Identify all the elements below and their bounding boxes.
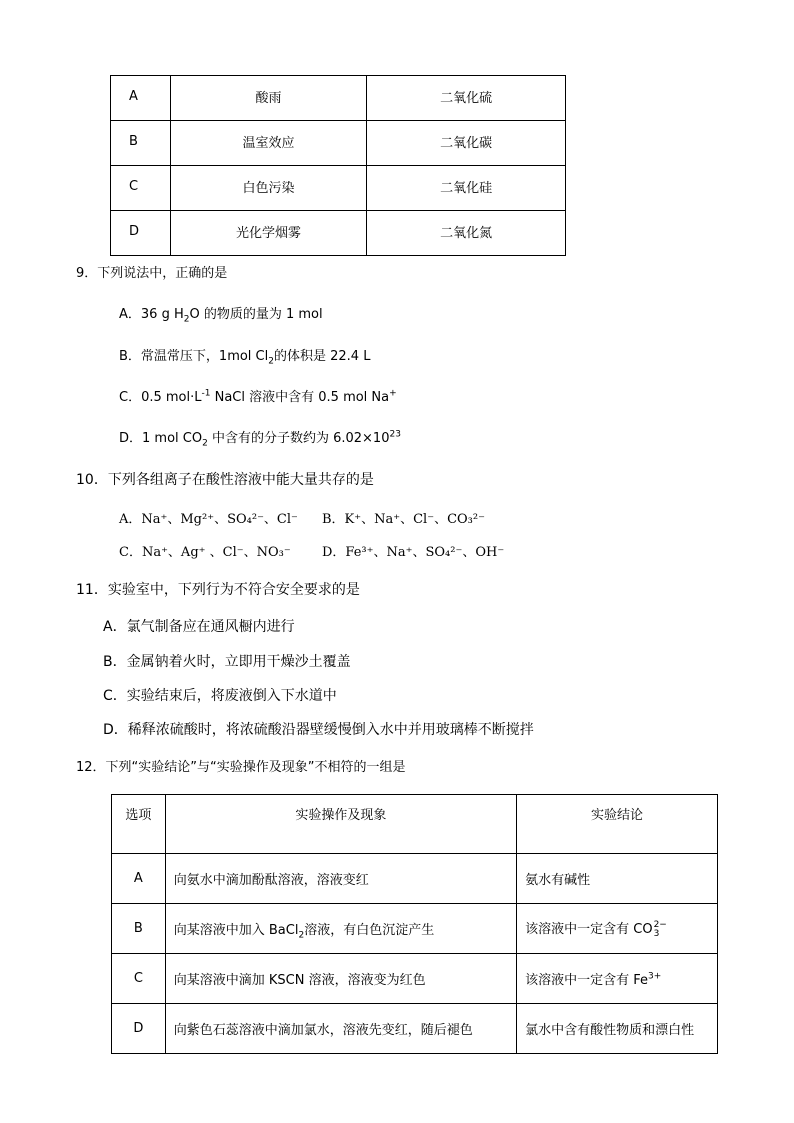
question-11-option-b: B．金属钠着火时，立即用干燥沙土覆盖	[103, 654, 351, 670]
table-row	[111, 166, 566, 211]
row-phenomenon: 酸雨	[170, 76, 367, 121]
row-conclusion: 氨水有碱性	[517, 854, 718, 904]
row-letter: A	[111, 76, 171, 121]
row-phenomenon: 光化学烟雾	[170, 211, 367, 256]
row-cause: 二氧化硫	[367, 76, 566, 121]
question-10-option-d: D．Fe³⁺、Na⁺、SO₄²⁻、OH⁻	[322, 545, 505, 560]
question-10-stem: 10．下列各组离子在酸性溶液中能大量共存的是	[76, 472, 374, 488]
table-row	[111, 76, 566, 121]
question-12-stem: 12．下列“实验结论”与“实验操作及现象”不相符的一组是	[76, 760, 406, 775]
row-letter: D	[111, 211, 171, 256]
question-11-option-c: C．实验结束后，将废液倒入下水道中	[103, 688, 337, 704]
pollution-table	[110, 75, 566, 256]
row-option: D	[112, 1004, 166, 1054]
table-row	[112, 954, 718, 1004]
question-10-option-a: A．Na⁺、Mg²⁺、SO₄²⁻、Cl⁻	[119, 512, 298, 527]
question-10-option-c: C．Na⁺、Ag⁺ 、Cl⁻、NO₃⁻	[119, 545, 291, 560]
question-11-stem: 11．实验室中，下列行为不符合安全要求的是	[76, 582, 360, 598]
row-letter: C	[111, 166, 171, 211]
row-conclusion: 该溶液中一定含有 CO 2− 3	[517, 904, 718, 954]
row-letter: B	[111, 121, 171, 166]
header-conclusion: 实验结论	[517, 795, 718, 854]
row-cause: 二氧化硅	[367, 166, 566, 211]
question-9-stem: 9．下列说法中，正确的是	[76, 266, 228, 281]
question-11-option-a: A．氯气制备应在通风橱内进行	[103, 619, 295, 635]
row-operation: 向某溶液中滴加 KSCN 溶液，溶液变为红色	[165, 954, 516, 1004]
row-option: C	[112, 954, 166, 1004]
row-cause: 二氧化碳	[367, 121, 566, 166]
row-option: A	[112, 854, 166, 904]
row-conclusion: 该溶液中一定含有 $Fe^{3+}$	[517, 954, 718, 1004]
row-phenomenon: 温室效应	[170, 121, 367, 166]
question-10-option-b: B．K⁺、Na⁺、Cl⁻、CO₃²⁻	[322, 512, 485, 527]
row-cause: 二氧化氮	[367, 211, 566, 256]
question-9-option-a: A．36 g $H_2O$ 的物质的量为 1 mol	[119, 307, 323, 325]
row-operation: 向氨水中滴加酚酞溶液，溶液变红	[165, 854, 516, 904]
question-11-option-d: D．稀释浓硫酸时，将浓硫酸沿器壁缓慢倒入水中并用玻璃棒不断搅拌	[103, 722, 534, 738]
table-header-row	[112, 795, 718, 854]
table-row	[112, 854, 718, 904]
row-phenomenon: 白色污染	[170, 166, 367, 211]
table-row	[111, 211, 566, 256]
header-operation: 实验操作及现象	[165, 795, 516, 854]
table-row	[111, 121, 566, 166]
header-option: 选项	[112, 795, 166, 854]
table-row	[112, 904, 718, 954]
row-operation: 向某溶液中加入 BaCl$_2$溶液，有白色沉淀产生	[165, 904, 516, 954]
question-9-option-d: D．1 mol $CO_2$ 中含有的分子数约为 $6.02\times 10^{23}$	[119, 429, 401, 449]
row-option: B	[112, 904, 166, 954]
question-9-option-b: B．常温常压下，1mol $Cl_2$的体积是 22.4 L	[119, 349, 371, 367]
row-conclusion: 氯水中含有酸性物质和漂白性	[517, 1004, 718, 1054]
row-operation: 向紫色石蕊溶液中滴加氯水，溶液先变红，随后褪色	[165, 1004, 516, 1054]
question-9-option-c: C．0.5 $mol\cdot L^{-1}$ NaCl 溶液中含有 0.5 mol Na+	[119, 388, 397, 405]
experiment-table	[111, 794, 718, 1054]
table-row	[112, 1004, 718, 1054]
